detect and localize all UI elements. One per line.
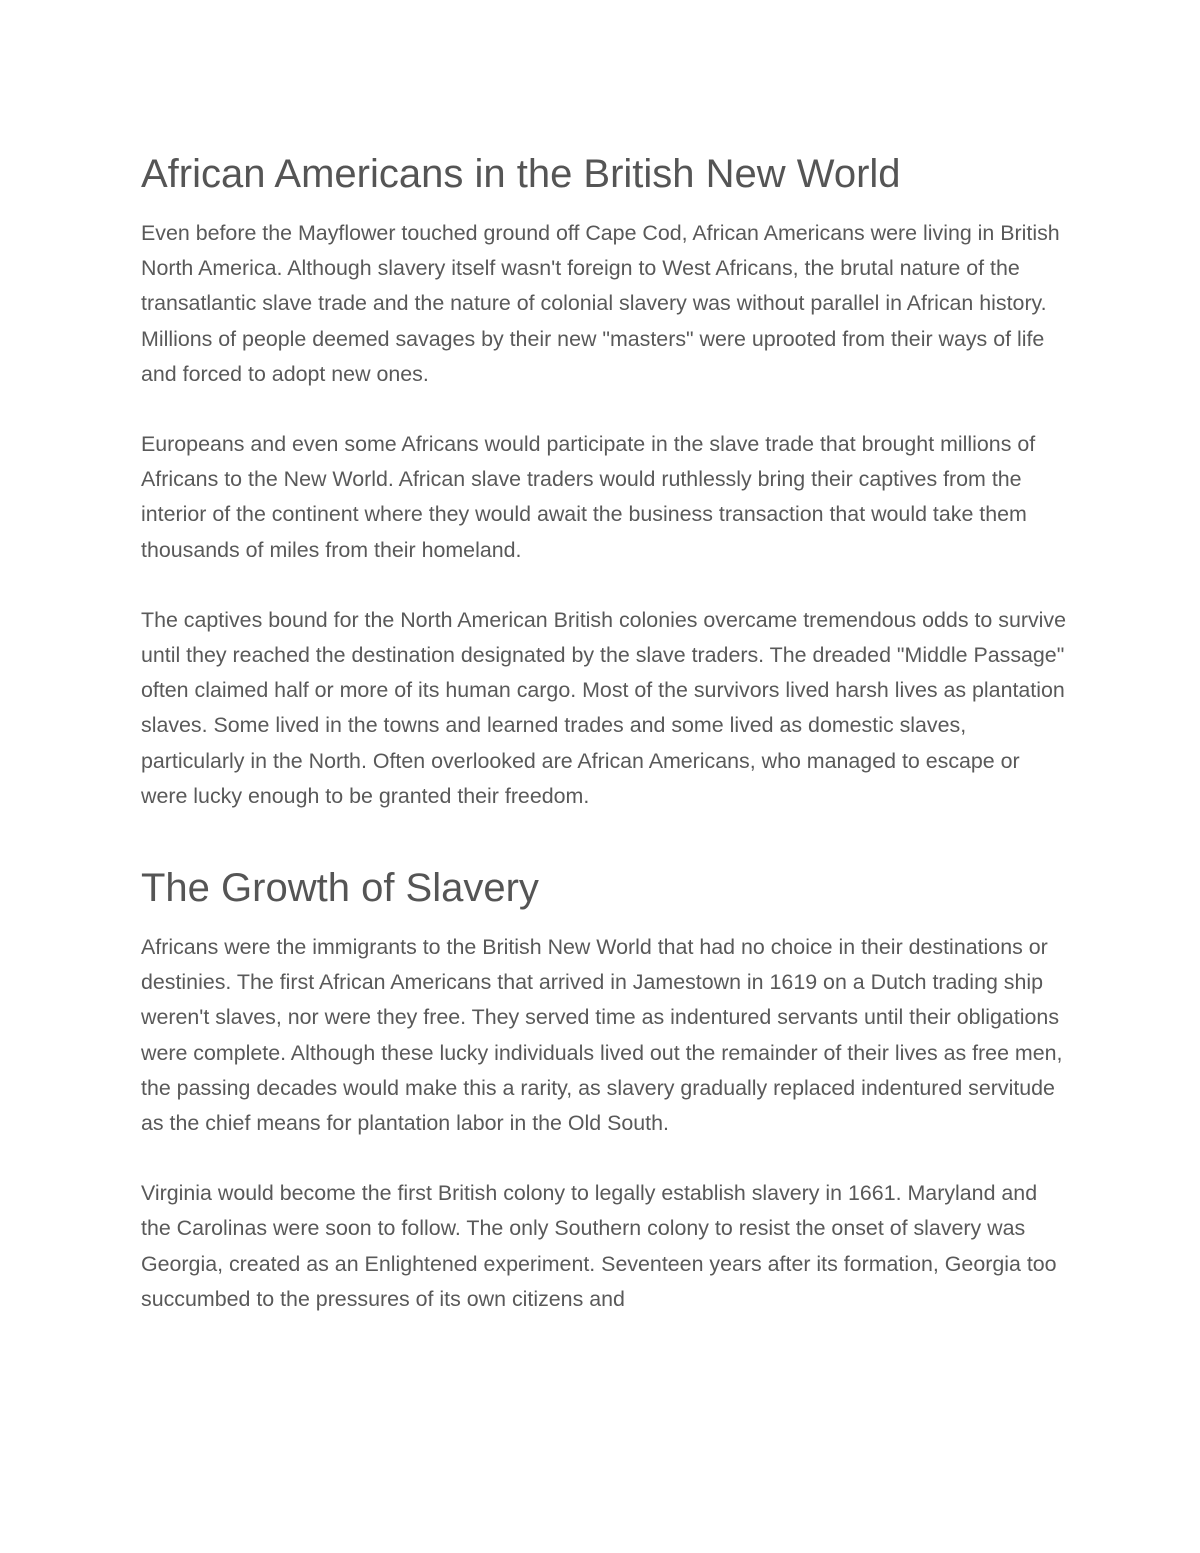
document-body	[141, 146, 1066, 1317]
paragraph: Virginia would become the first British colony to legally establish slavery in 1661. Maryland and the Carolinas were soon to follow. The only Southern colony to resist the onset of slavery was Georgia, created as an Enlightened experiment. Seventeen years after its formation, Georgia too succumbed to the pressures of its own citizens and	[141, 1181, 1057, 1311]
paragraph: Africans were the immigrants to the British New World that had no choice in their destinations or destinies. The first African Americans that arrived in Jamestown in 1619 on a Dutch trading ship weren't slaves, nor were they free. They served time as indentured servants until their obligations were complete. Although these lucky individuals lived out the remainder of their lives as free men, the passing decades would make this a rarity, as slavery gradually replaced indentured servitude as the chief means for plantation labor in the Old South.	[141, 935, 1063, 1136]
paragraph: Europeans and even some Africans would participate in the slave trade that brought millions of Africans to the New World. African slave traders would ruthlessly bring their captives from the interior of the continent where they would await the business transaction that would take them thousands of miles from their homeland.	[141, 432, 1036, 562]
section-heading-growth-of-slavery: The Growth of Slavery	[141, 866, 539, 911]
section-heading-african-americans: African Americans in the British New World	[141, 152, 901, 196]
paragraph: The captives bound for the North American British colonies overcame tremendous odds to survive until they reached the destination designated by the slave traders. The dreaded "Middle Passage" often claimed half or more of its human cargo. Most of the survivors lived harsh lives as plantation slaves. Some lived in the towns and learned trades and some lived as domestic slaves, particularly in the North. Often overlooked are African Americans, who managed to escape or were lucky enough to be granted their freedom.	[141, 607, 1067, 808]
paragraph: Even before the Mayflower touched ground off Cape Cod, African Americans were living in British North America. Although slavery itself wasn't foreign to West Africans, the brutal nature of the transatlantic slave trade and the nature of colonial slavery was without parallel in African history. Millions of people deemed savages by their new "masters" were uprooted from their ways of life and forced to adopt new ones.	[141, 221, 1060, 386]
